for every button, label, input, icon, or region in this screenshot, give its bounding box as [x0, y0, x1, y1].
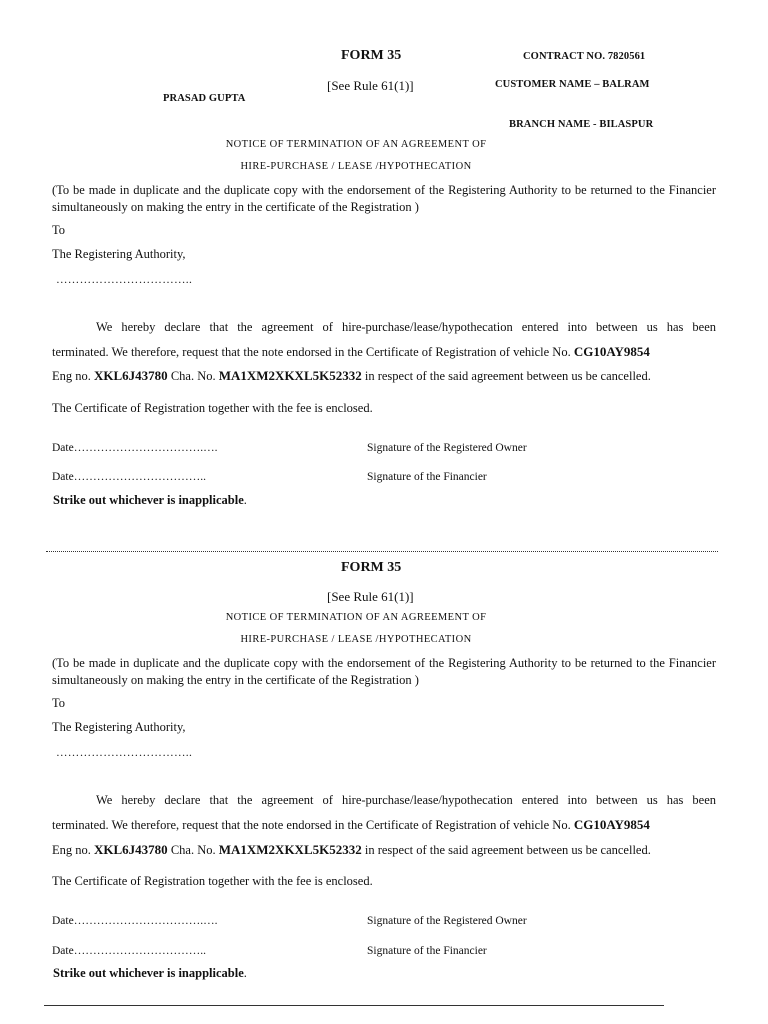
customer-name-continued: PRASAD GUPTA	[163, 93, 246, 104]
signature-owner-label-copy: Signature of the Registered Owner	[367, 915, 527, 927]
date-field-owner-copy: Date…………………………….….	[52, 915, 218, 927]
date-field-owner: Date…………………………….….	[52, 442, 218, 454]
chassis-number-copy: MA1XM2XKXL5K52332	[218, 842, 362, 857]
signature-owner-label: Signature of the Registered Owner	[367, 442, 527, 454]
instruction-text-copy: (To be made in duplicate and the duplicate copy with the endorsement of the Registering Authority to be returned to the Financier simultaneously on making the entry in the certificate of the Registration )	[52, 656, 716, 687]
form-title: FORM 35	[341, 48, 402, 63]
enclosure-note-copy: The Certificate of Registration together with the fee is enclosed.	[52, 874, 373, 888]
date-field-financier-copy: Date……………………………..	[52, 945, 206, 957]
customer-name: CUSTOMER NAME – BALRAM	[495, 79, 650, 90]
signature-financier-label: Signature of the Financier	[367, 471, 487, 483]
engine-number-copy: XKL6J43780	[94, 842, 168, 857]
strike-out-note: Strike out whichever is inapplicable.	[53, 493, 247, 507]
declaration-line-1-copy: We hereby declare that the agreement of hire-purchase/lease/hypothecation entered into between us has been	[96, 793, 716, 807]
strike-out-note-copy: Strike out whichever is inapplicable.	[53, 966, 247, 980]
form-title-copy: FORM 35	[341, 560, 402, 575]
notice-title-line-1-copy: NOTICE OF TERMINATION OF AN AGREEMENT OF	[225, 612, 487, 623]
bottom-rule-line	[44, 1005, 664, 1006]
contract-number: CONTRACT NO. 7820561	[523, 51, 646, 62]
declaration-line-2: terminated. We therefore, request that the note endorsed in the Certificate of Registration of vehicle No. CG10AY9854	[52, 344, 650, 359]
engine-number: XKL6J43780	[94, 368, 168, 383]
branch-name: BRANCH NAME - BILASPUR	[509, 119, 654, 130]
form-rule: [See Rule 61(1)]	[327, 78, 414, 93]
declaration-line-2-copy: terminated. We therefore, request that the note endorsed in the Certificate of Registration of vehicle No. CG10AY9854	[52, 817, 650, 832]
notice-title-line-2: HIRE-PURCHASE / LEASE /HYPOTHECATION	[240, 161, 472, 172]
address-dots-copy: ……………………………..	[56, 747, 193, 759]
to-label: To	[52, 223, 66, 237]
declaration-line-3: Eng no. XKL6J43780 Cha. No. MA1XM2XKXL5K52332 in respect of the said agreement between us be cancelled.	[52, 368, 651, 383]
vehicle-number-copy: CG10AY9854	[573, 817, 650, 832]
chassis-number: MA1XM2XKXL5K52332	[218, 368, 362, 383]
declaration-line-1: We hereby declare that the agreement of hire-purchase/lease/hypothecation entered into between us has been	[96, 320, 716, 334]
address-dots: ……………………………..	[56, 274, 193, 286]
date-field-financier: Date……………………………..	[52, 471, 206, 483]
enclosure-note: The Certificate of Registration together with the fee is enclosed.	[52, 401, 373, 415]
notice-title-line-1: NOTICE OF TERMINATION OF AN AGREEMENT OF	[225, 139, 487, 150]
form-rule-copy: [See Rule 61(1)]	[327, 589, 414, 604]
to-label-copy: To	[52, 696, 66, 710]
instruction-text: (To be made in duplicate and the duplicate copy with the endorsement of the Registering Authority to be returned to the Financier simultaneously on making the entry in the certificate of the Registration )	[52, 183, 716, 214]
registering-authority-copy: The Registering Authority,	[52, 720, 186, 734]
vehicle-number: CG10AY9854	[573, 344, 650, 359]
declaration-line-3-copy: Eng no. XKL6J43780 Cha. No. MA1XM2XKXL5K52332 in respect of the said agreement between us be cancelled.	[52, 842, 651, 857]
notice-title-line-2-copy: HIRE-PURCHASE / LEASE /HYPOTHECATION	[240, 634, 472, 645]
registering-authority: The Registering Authority,	[52, 247, 186, 261]
signature-financier-label-copy: Signature of the Financier	[367, 945, 487, 957]
cut-line-divider	[46, 551, 718, 552]
